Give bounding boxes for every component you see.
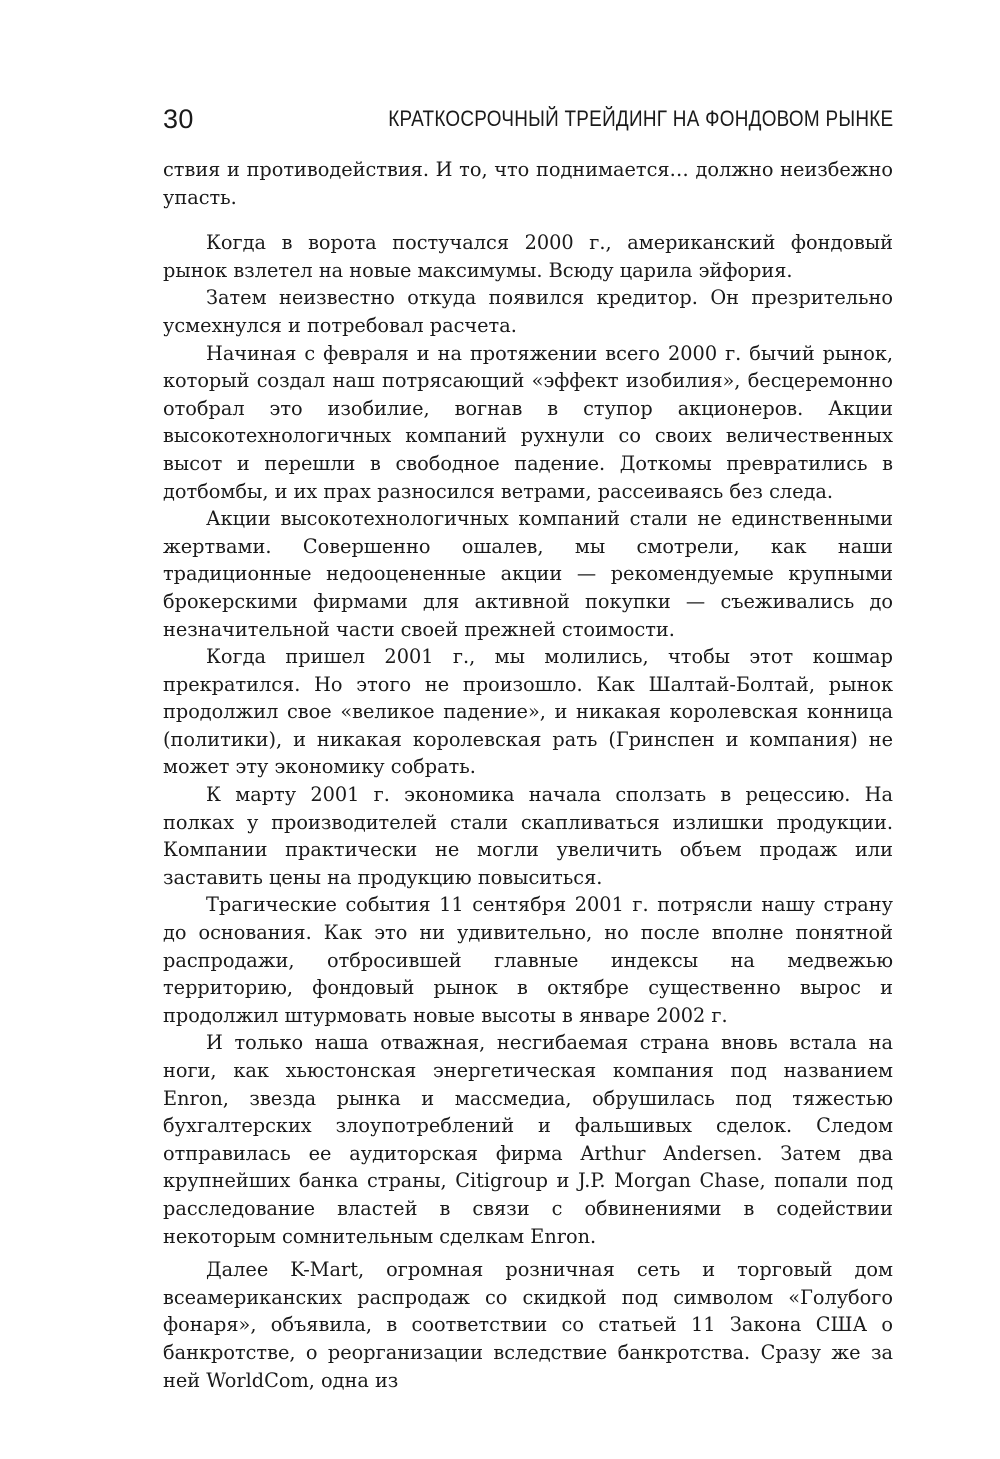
paragraph: Начиная с февраля и на протяжении всего 2000 г. бычий рынок, который создал наш потрясающий «эффект изобилия», бесцеремонно отобрал это изобилие, вогнав в ступор акционеров. Акции высокотехнологичных компаний рухнули со своих величественных высот и перешли в свободное падение. Доткомы превратились в дотбомбы, и их прах разносился ветрами, рассеиваясь без следа. <box>163 341 893 503</box>
paragraph: И только наша отважная, несгибаемая страна вновь встала на ноги, как хьюстонская энергетическая компания под названием Enron, звезда рынка и массмедиа, обрушилась под тяжестью бухгалтерских злоупотреблений и фальшивых сделок. Следом отправилась ее аудиторская фирма Arthur Andersen. Затем два крупнейших банка страны, Citigroup и J.P. Morgan Chase, попали под расследование властей в связи с обвинениями в содействии некоторым сомнительным сделкам Enron. <box>163 1031 893 1248</box>
page-number: 30 <box>163 104 194 134</box>
paragraph: Акции высокотехнологичных компаний стали не единственными жертвами. Совершенно ошалев, мы смотрели, как наши традиционные недооцененные акции — рекомендуемые крупными брокерскими фирмами для активной покупки — съеживались до незначительной части своей прежней стоимости. <box>163 507 893 641</box>
paragraph-continued: ствия и противодействия. И то, что поднимается… должно неизбежно упасть. <box>163 158 893 209</box>
body-text <box>163 156 893 1394</box>
paragraph: Затем неизвестно откуда появился кредитор. Он презрительно усмехнулся и потребовал расчета. <box>163 286 893 337</box>
running-head <box>163 100 893 140</box>
paragraph: К марту 2001 г. экономика начала сползать в рецессию. На полках у производителей стали скапливаться излишки продукции. Компании практически не могли увеличить объем продаж или заставить цены на продукцию повыситься. <box>163 783 893 889</box>
paragraph: Когда пришел 2001 г., мы молились, чтобы этот кошмар прекратился. Но этого не произошло. Как Шалтай-Болтай, рынок продолжил свое «великое падение», и никакая королевская конница (политики), и никакая королевская рать (Гринспен и компания) не может эту экономику собрать. <box>163 645 893 779</box>
paragraph: Далее K-Mart, огромная розничная сеть и торговый дом всеамериканских распродаж со скидкой под символом «Голубого фонаря», объявила, в соответствии со статьей 11 Закона США о банкротстве, о реорганизации вследствие банкротства. Сразу же за ней WorldCom, одна из <box>163 1258 893 1392</box>
book-title: КРАТКОСРОЧНЫЙ ТРЕЙДИНГ НА ФОНДОВОМ РЫНКЕ <box>387 106 893 131</box>
paragraph: Когда в ворота постучался 2000 г., американский фондовый рынок взлетел на новые максимумы. Всюду царила эйфория. <box>163 231 893 282</box>
paragraph: Трагические события 11 сентября 2001 г. потрясли нашу страну до основания. Как это ни удивительно, но после вполне понятной распродажи, отбросившей главные индексы на медвежью территорию, фондовый рынок в октябре существенно вырос и продолжил штурмовать новые высоты в январе 2002 г. <box>163 893 893 1027</box>
